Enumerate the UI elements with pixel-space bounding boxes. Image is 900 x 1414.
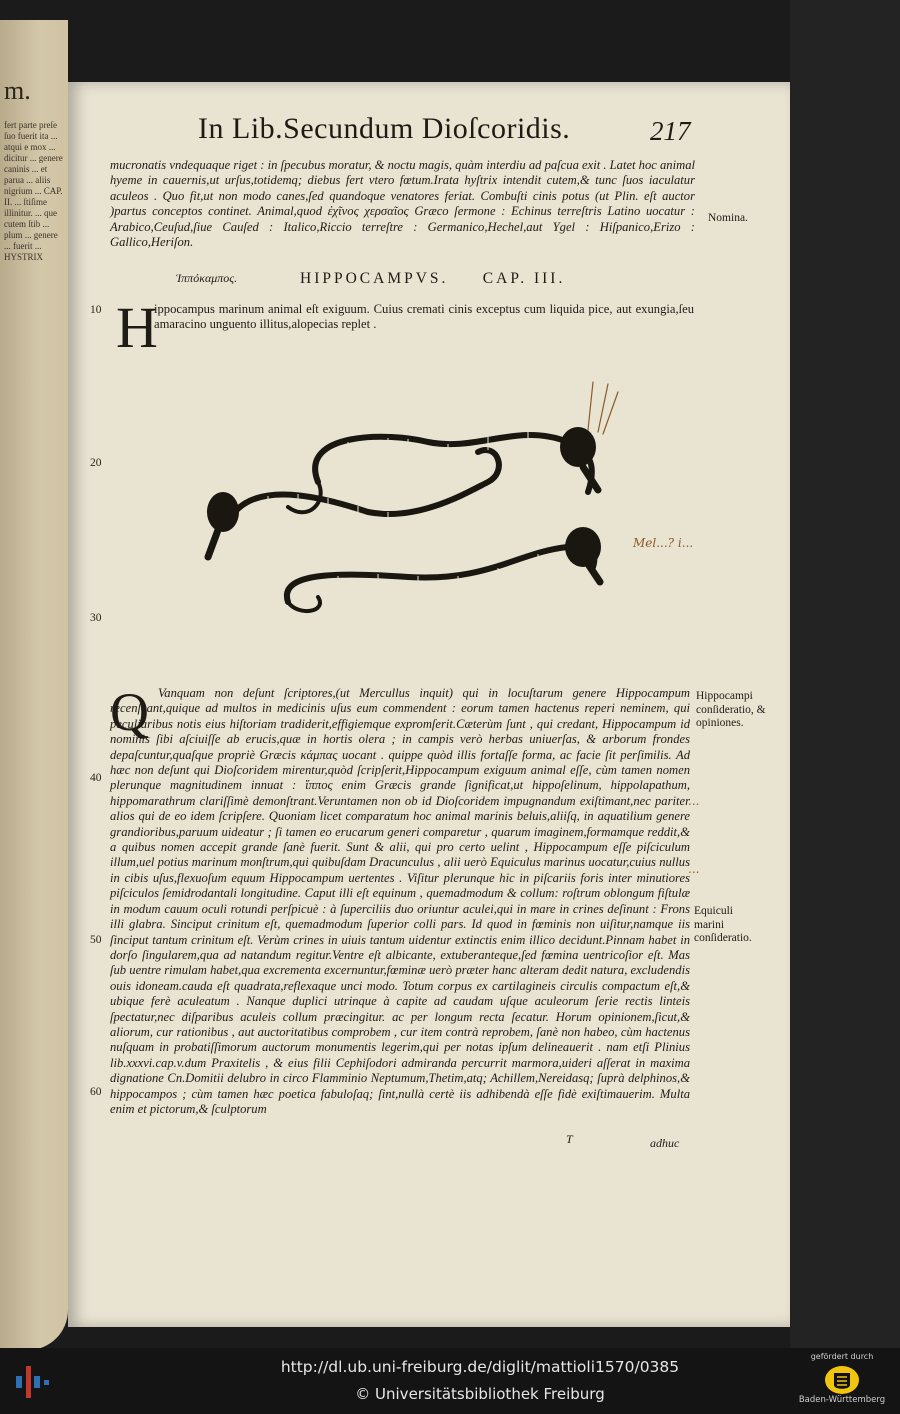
line-number-60: 60	[90, 1086, 102, 1098]
paragraph-hippocampi-consideratio: Vanquam non deſunt ſcriptores,(ut Mercullus inquit) qui in locuſtarum genere Hippocampum recenſeant,quique ad multos in medicinis uſus eum commendent : eorum tamen hactenus reperi neminem, qui peculiaribus notis eius hiſtoriam tradiderit,effigiemque expromſerit.Cæterùm ſunt , qui credant, Hippocampum id nominis ſibi aſciuiſſe ab erucis,quæ in hortis olera ; in campis verò herbas uniuerſas, & arborum frondes depaſcuntur,quaſque propriè Græcis κάμπας uocant . quippe quòd illis fortaſſe forma, ac facie ſit perſimilis. Ad hæc non deſunt qui Dioſcoridem mirentur,quòd ſcripſerit,Hippocampum exiguum animal eſſe, cùm tamen nomen plerunque magnitudinem innuat : ἵππος enim Græcis grande ſignificat,ut hippoſelinum, hippolapathum, hippomarathrum clariſſimè demonſtrant.Veruntamen non ob id Dioſcoridem impugnandum exiſtimant,nec pariter alios qui de eo idem ſcripſere. Quoniam licet comparatum hoc animal marinis beluis,aliiſq, in aquatilium genere grandioribus,paruum uideatur ; ſi tamen eo erucarum generi comparetur , quarum imaginem,formamque reddit,& a quibus nomen accepit grande ſanè fuerit. Sunt & alii, qui pro certo uelint , Hippocampum eſſe piſciculum illum,uel potius marinum monſtrum,qui quibuſdam Dracunculus , alii uerò Equiculus marinus uocatur,cuius nullus in cibis uſus,flexuoſum equum Hippocampum uertentes . Viſitur plerunque hic in piſcariis foris inter minutiores piſciculos ſemidrodantali longitudine. Caput illi eſt equinum , quemadmodum & collum: roſtrum oblongum fiſtulæ in modum cauum oculi rotundi perſpicuè : à ſuperciliis duo oriuntur aculei,qui in mare in crines deſinunt : Frons illi glabra. Sinciput crinitum eſt, quemadmodum ſuperior colli pars. Id quod in fœminis non uiſitur,namque iis ſinciput tantum crinitum eſt. Verùm crines in uiuis tantum uidentur extinctis enim illico decidunt.Pinnam habet in dorſo ſingularem,qua ad natandum regitur.Ventre eſt albicante, extuberanteque,ſed fœmina uentricoſior eſt. Mas ſub uentre rimulam habet,qua excrementa excernuntur,fœminæ uerò præter hanc alteram dedit natura, excludendis ouis idoneam.cauda eſt quadrata,reflexaque unci modo. Totum corpus ex cartilagineis circulis compactum eſt,& ubique ferè aculeatum . Nanque duplici utrinque à capite ad caudam uſque aculeorum ſerie rectis linteis ſpectatur,nec diſparibus aculeis collum præcingitur. ac per longum recta ſecatur. Horum opinionem,ſicut,& aliorum, cur rationibus , aut auctoritatibus comprobem , cur item contrà reprobem, ſanè non habeo, cùm hactenus nuſquam in probatiſſimorum auctorum monumentis legerim,qui per notas ipſum delineauerit . nam etſi Plinius lib.xxxvi.cap.v.dum Praxitelis , & eius filii Cephiſodori admiranda percurrit marmora,uideri aſſerat in maxima dignatione Cn.Domitii delubro in circo Flamminio Neptumum,Thetim,atq; Achillem,Nereidasq; ſuprà delphinos,& hippocampos ; cùm tamen hæc poetica fabuloſaq; ſint,nullà certè iis adhibendà eſſe fidè exiſtimauerim. Multa enim et pictorum,& ſculptorum	[110, 686, 690, 1116]
background-cloth	[790, 0, 900, 1348]
paragraph-hippocampus: ippocampus marinum animal eſt exiguum. Cuius cremati cinis exceptus cum liquida pice, aut exungia,ſeu amaracino unguento illitus,alopecias replet .	[154, 302, 694, 332]
book-page	[68, 82, 790, 1327]
line-number-40: 40	[90, 772, 102, 784]
margin-note-nomina: Nomina.	[708, 212, 748, 224]
handwritten-note-3: ...	[688, 862, 700, 876]
dropcap-q: Q	[110, 682, 149, 742]
sponsor-name: Baden-Württemberg	[798, 1395, 886, 1405]
line-number-10: 10	[90, 304, 102, 316]
seahorse-woodcut-illustration	[188, 372, 628, 622]
prev-page-heading: m.	[4, 76, 31, 105]
line-number-50: 50	[90, 934, 102, 946]
line-number-30: 30	[90, 612, 102, 624]
handwritten-note-2: ...	[688, 794, 700, 808]
page-number: 217	[650, 116, 691, 146]
signature-mark: T	[566, 1132, 573, 1146]
permalink-url[interactable]: http://dl.ub.uni-freiburg.de/diglit/mattioli1570/0385	[280, 1358, 680, 1376]
chapter-title: HIPPOCAMPVS. CAP. III.	[300, 270, 566, 287]
sponsor-label: gefördert durch	[810, 1352, 874, 1361]
seahorse-lower	[287, 527, 601, 611]
dropcap-h: H	[116, 295, 158, 360]
university-library-logo-icon	[14, 1362, 54, 1402]
sponsor-block	[796, 1352, 888, 1410]
line-number-20: 20	[90, 457, 102, 469]
seahorse-upper	[288, 382, 618, 512]
greek-heading: Ἱππόκαμπος.	[176, 271, 238, 285]
viewer-footer	[0, 1348, 900, 1414]
catchword: adhuc	[650, 1136, 680, 1150]
prev-page-text: fert parte preſe ſuo fuerit ita ... atqui e mox ... dicitur ... genere caninis ... et parua ... aliis nigrium ... CAP. II. ... ſtiſime illinitur. ... que cutem ſtib ... plum ... genere ... fuerit ... HYSTRIX	[4, 120, 63, 262]
baden-wuerttemberg-crest-icon	[824, 1365, 860, 1395]
copyright-text: © Universitätsbibliothek Freiburg	[355, 1385, 605, 1403]
handwritten-note-1: Mel...? i...	[633, 536, 694, 550]
margin-note-equiculi: Equiculi marini conſideratio.	[694, 905, 752, 944]
seahorse-left	[207, 450, 499, 557]
running-header: In Lib.Secundum Dioſcoridis.	[198, 112, 571, 145]
previous-page-edge	[0, 20, 68, 1348]
paragraph-echinus: mucronatis vndequaque riget : in ſpecubus moratur, & noctu magis, quàm interdiu ad paſcua exit . Latet hoc animal hyeme in cauernis,ut urſus,totidemq; diebus fert vtero fœtum.Irata hyſtrix intendit cutem,& tunc ſuos iaculatur aculeos . Quo fit,ut non modo canes,ſed quandoque venatores feriat. Combuſti cinis potus (ut Plin. eſt auctor )partus conceptos continet. Animal,quod ἐχῖνος χερσαῖος Græco ſermone : Echinus terreſtris Latino uocatur : Arabico,Ceuſud,ſiue Cauſed : Italico,Riccio terreſtre : Germanico,Hechel,aut Ygel : Hiſpanico,Erizo : Gallico,Heriſon.	[110, 158, 695, 250]
margin-note-hippocampi: Hippocampi conſideratio, & opiniones.	[696, 690, 766, 729]
